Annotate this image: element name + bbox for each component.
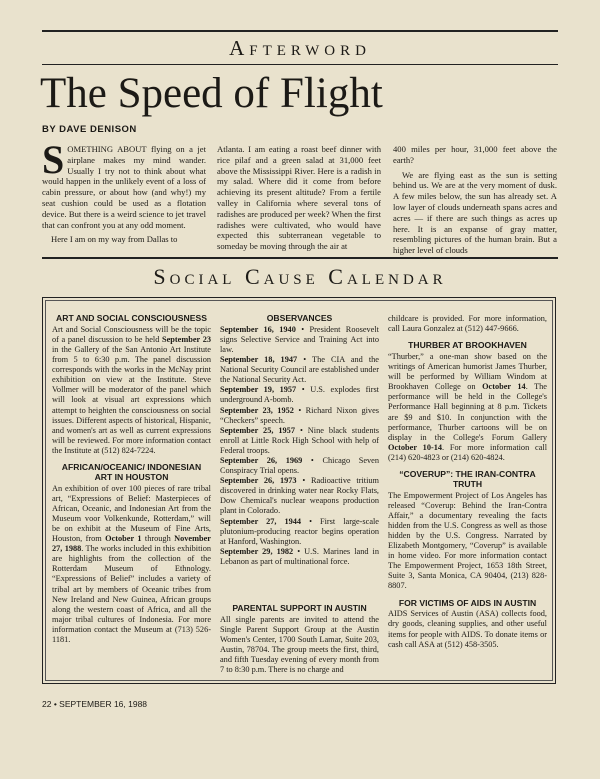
article-paragraph: Atlanta. I am eating a roast beef dinner with rice pilaf and a green salad at 31,000 feet above the Mississippi River. Here is a radish in my salad. Where did it come from before achieving its present altitude? From a fertile valley in California where several tons of radishes are produced per week? When the first radishes were cultivated, who would have expected this subterranean vegetable to someday be moving through the air at	[217, 144, 381, 252]
article-column-3	[393, 144, 557, 260]
event-description: AIDS Services of Austin (ASA) collects food, dry goods, cleaning supplies, and other useful items for people with AIDS. To donate items or cash call ASA at (512) 458-3505.	[388, 609, 547, 649]
article-title: The Speed of Flight	[40, 70, 383, 117]
list-item: September 23, 1952 • Richard Nixon gives “Checkers” speech.	[220, 405, 379, 425]
event-description: An exhibition of over 100 pieces of rare tribal art, “Expressions of Belief: Masterpieces of African, Oceanic, and Indonesian Art from the Museum voor Volkenkunde, Rotterdam,” will be on exhibit at the Museum of Fine Arts, Houston, from October 1 through November 27, 1988. The works included in this exhibition are highlights from the collection of the Rotterdam Museum of Ethnology. “Expressions of Belief” includes a variety of tribal art by members of Oceanic tribes from New Ireland and New Guinea, African groups along the western coast of Africa, and all the major tribal cultures of Indonesia. For more information contact the Museum at (713) 526-1181.	[52, 483, 211, 645]
byline: BY DAVE DENISON	[42, 124, 137, 135]
article-column-2	[217, 144, 381, 256]
calendar-rule	[42, 257, 558, 259]
page-footer: 22 • SEPTEMBER 16, 1988	[42, 699, 148, 709]
list-item: September 26, 1973 • Radioactive tritium discovered in drinking water near Rocky Flats, Dow Chemical's nuclear weapons production plant in Colorado.	[220, 476, 379, 516]
event-description: The Empowerment Project of Los Angeles has released “Coverup: Behind the Iran-Contra Affair,” a documentary revealing the facts hidden from the U.S. Congress as well as those hidden by the U.S. Congress. Narrated by Elizabeth Montgomery, “Coverup” is available in home video. For more information contact The Empowerment Project, 1653 18th Street, Suite 3, Santa Monica, CA 90404, (213) 828-8807.	[388, 490, 547, 591]
article-paragraph: OMETHING ABOUT flying on a jet airplane makes my mind wander. Usually I try not to think about what would happen in the unlikely event of a loss of cabin pressure, or about how (and why!) my seat cushion could be used as a flotation device. But there is a weird science to jet travel that can confront you at any odd moment.	[42, 144, 206, 230]
article-paragraph: We are flying east as the sun is setting behind us. We are at the very moment of dusk. A few miles below, the sun has already set. A low layer of clouds underneath spans acres and acres — if there are such things as acres up here. It is an expanse of gray matter, resembling pictures of the human brain. But a higher level of clouds	[393, 169, 557, 256]
event-description: childcare is provided. For more information, call Laura Gonzalez at (512) 447-9666.	[388, 314, 547, 334]
event-date: October 14	[482, 382, 526, 392]
list-item: September 26, 1969 • Chicago Seven Conspiracy Trial opens.	[220, 456, 379, 476]
article-column-1	[42, 137, 206, 249]
top-rule	[42, 30, 558, 32]
list-item: September 29, 1982 • U.S. Marines land in Lebanon as part of multinational force.	[220, 546, 379, 566]
event-title: AFRICAN/OCEANIC/ INDONESIAN ART IN HOUSTON	[61, 462, 202, 482]
event-description: “Thurber,” a one-man show based on the writings of American humorist James Thurber, will be performed by William Windom at Brookhaven College on October 14. The performance will be held in the College's Performance Hall beginning at 8 p.m. Tickets are $9 and $10. In conjunction with the performance, Thurber cartoons will be on display in the College's Forum Gallery October 10-14. For more information call (214) 620-4823 or (214) 620-4824.	[388, 351, 547, 462]
event-date: October 1	[105, 534, 142, 544]
event-date: October 10-14	[388, 442, 443, 452]
event-date: November 27, 1988	[52, 534, 211, 554]
calendar-column-2	[220, 314, 379, 682]
event-title: THURBER AT BROOKHAVEN	[408, 340, 527, 351]
article-paragraph: Here I am on my way from Dallas to	[51, 234, 178, 245]
calendar-column-1	[52, 314, 211, 652]
calendar-title: Social Cause Calendar	[153, 264, 447, 289]
event-title: FOR VICTIMS OF AIDS IN AUSTIN	[398, 597, 537, 608]
list-item: September 27, 1944 • First large-scale plutonium-producing reactor begins operation at Hanford, Washington.	[220, 516, 379, 546]
event-title: PARENTAL SUPPORT IN AUSTIN	[232, 603, 367, 614]
section-title: Afterword	[229, 36, 371, 60]
list-item: September 16, 1940 • President Roosevelt signs Selective Service and Training Act into law.	[220, 324, 379, 354]
event-date: September 23	[161, 334, 211, 344]
list-item: September 18, 1947 • The CIA and the National Security Council are established under the National Security Act.	[220, 355, 379, 385]
drop-cap: S	[42, 137, 65, 182]
article-paragraph: 400 miles per hour, 31,000 feet above the earth?	[393, 144, 557, 165]
event-description: All single parents are invited to attend the Single Parent Support Group at the Austin Women's Center, 1700 South Lamar, Suite 203, Austin, 78704. The group meets the first, third, and fifth Tuesday evening of every month from 7 to 8:30 p.m. There is no charge and	[220, 614, 379, 675]
calendar-column-3	[388, 314, 547, 657]
event-title: ART AND SOCIAL CONSCIOUSNESS	[56, 313, 207, 323]
list-item: September 19, 1957 • U.S. explodes first underground A-bomb.	[220, 385, 379, 405]
section-rule	[42, 64, 558, 65]
event-title: “COVERUP”: THE IRAN-CONTRA TRUTH	[399, 469, 536, 489]
event-description: Art and Social Consciousness will be the topic of a panel discussion to be held September 23 in the Gallery of the San Antonio Art Institute from 5 to 6:30 p.m. The panel discussion corresponds with the works in the McNay print exhibition on view at the Institute. Steve Vollmer will be moderator of the panel which will look at visual art expressions which attempt to heighten the consciousness on social issues. Different aspects of historical, Hispanic, and women's art as well as current expressions will be reviewed. For more information contact the Institute at (512) 824-7224.	[52, 324, 211, 455]
list-item: September 25, 1957 • Nine black students enroll at Little Rock High School with help of Federal troops.	[220, 425, 379, 455]
event-title: OBSERVANCES	[266, 313, 333, 323]
calendar-box	[42, 297, 556, 684]
observances-list	[220, 325, 379, 567]
